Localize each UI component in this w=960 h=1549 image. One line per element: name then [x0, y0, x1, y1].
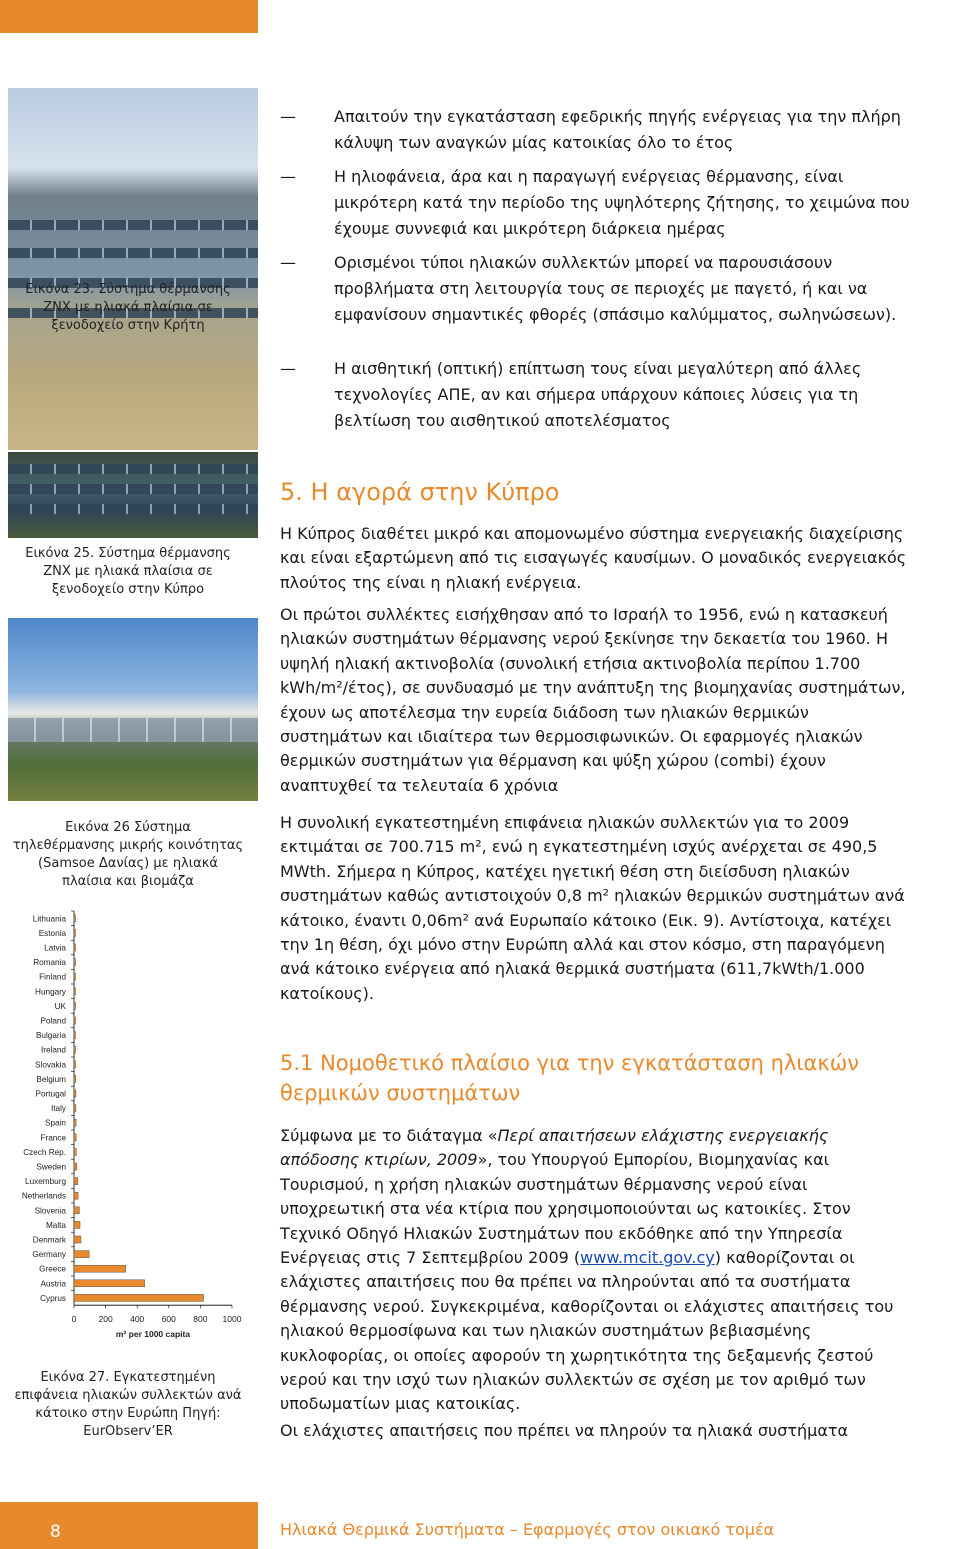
- chart-bar: [74, 973, 76, 980]
- caption-figure-25: Εικόνα 25. Σύστημα θέρμανσης ΖΝΧ με ηλιακά πλαίσια σε ξενοδοχείο στην Κύπρο: [12, 545, 244, 599]
- chart-category-label: France: [40, 1133, 66, 1143]
- chart-category-label: Romania: [33, 958, 66, 968]
- chart-category-label: Portugal: [35, 1089, 66, 1099]
- chart-bar: [74, 1032, 76, 1039]
- paragraph: Η συνολική εγκατεστημένη επιφάνεια ηλιακών συλλεκτών για το 2009 εκτιμάται σε 700.715 m², ενώ η εγκατεστημένη ισχύς ανέρχεται σε 490,5 MWth. Σήμερα η Κύπρος, κατέχει ηγετική θέση στη διείσδυση ηλιακών συστημάτων καθώς αντιστοιχούν 0,8 m² ηλιακών θερμικών συστημάτων ανά κάτοικο, έναντι 0,06m² ανά Ευρωπαίο κάτοικο (Εικ. 9). Αντίστοιχα, κατέχει την 1η θέση, όχι μόνο στην Ευρώπη αλλά και στον κόσμο, στη παραγόμενη ανά κάτοικο ενέργεια από ηλιακά θερμικά συστήματα (611,7kWth/1.000 κατοίκους).: [280, 813, 905, 1003]
- chart-category-label: Denmark: [32, 1235, 66, 1245]
- chart-bar: [74, 1119, 76, 1126]
- bullet-dash: —: [280, 359, 296, 378]
- paragraph-text: Σύμφωνα με το διάταγμα «: [280, 1126, 498, 1145]
- chart-bar: [74, 1105, 76, 1112]
- photo-hotel-crete: [8, 88, 258, 450]
- bullet-item: [280, 356, 912, 434]
- chart-bar: [74, 1017, 76, 1024]
- chart-x-tick-label: 400: [130, 1314, 145, 1325]
- bullet-text: Η ηλιοφάνεια, άρα και η παραγωγή ενέργειας θέρμανσης, είναι μικρότερη κατά την περίοδο της υψηλότερης ζήτησης, το χειμώνα που έχουμε συννεφιά και μικρότερη διάρκεια ημέρας: [334, 167, 910, 238]
- section-title-cyprus-market: 5. Η αγορά στην Κύπρο: [280, 478, 560, 506]
- chart-x-tick-label: 0: [71, 1314, 77, 1325]
- chart-bar: [74, 1236, 81, 1243]
- chart-bar: [74, 1280, 145, 1287]
- chart-bar: [74, 1251, 89, 1258]
- chart-x-tick-label: 800: [193, 1314, 208, 1325]
- bullet-dash: —: [280, 253, 296, 272]
- solar-collectors-per-capita-chart: [8, 905, 258, 1355]
- paragraph: [280, 1124, 912, 1417]
- chart-category-label: Poland: [40, 1016, 66, 1026]
- chart-x-tick-label: 200: [98, 1314, 113, 1325]
- paragraph-text: ) καθορίζονται οι ελάχιστες απαιτήσεις που θα πρέπει να πληρούνται από τα συστήματα θέρμανσης νερού. Συγκεκριμένα, καθορίζονται οι ελάχιστες απαιτήσεις του ηλιακού θερμοσίφωνα και των ηλιακών συστημάτων βεβιασμένης κυκλοφορίας, οι οποίες αφορούν τη χωρητικότητα της δεξαμενής ζεστού νερού και την ισχύ των ηλιακών συλλεκτών σε σχέση με τον αριθμό των υποδωματίων μιας κατοικίας.: [280, 1248, 894, 1414]
- chart-category-label: Malta: [45, 1220, 66, 1230]
- chart-bar: [74, 1221, 80, 1228]
- bullet-item: [280, 250, 912, 354]
- chart-category-label: Finland: [39, 972, 66, 982]
- paragraph: Η Κύπρος διαθέτει μικρό και απομονωμένο σύστημα ενεργειακής διαχείρισης και είναι εξαρτώμενη από τις εισαγωγές καυσίμων. Ο μοναδικός ενεργειακός πλούτος της είναι η ηλιακή ενέργεια.: [280, 524, 907, 592]
- chart-category-label: Sweden: [36, 1162, 66, 1172]
- bullet-item: [280, 104, 912, 156]
- chart-bar: [74, 1002, 76, 1009]
- page-number: 8: [50, 1522, 61, 1542]
- photo-hotel-cyprus: [8, 452, 258, 538]
- decree-title: Περί απαιτήσεων ελάχιστης ενεργειακής απόδοσης κτιρίων, 2009: [280, 1126, 829, 1170]
- chart-category-label: Greece: [39, 1264, 66, 1274]
- chart-bar: [74, 915, 76, 922]
- chart-bar: [74, 1046, 76, 1053]
- caption-figure-27: Εικόνα 27. Εγκατεστημένη επιφάνεια ηλιακών συλλεκτών ανά κάτοικο στην Ευρώπη Πηγή: EurObserv’ER: [12, 1369, 244, 1441]
- bullet-dash: —: [280, 107, 296, 126]
- photo-samsoe-district-heating: [8, 618, 258, 801]
- chart-category-label: Hungary: [35, 987, 66, 997]
- paragraph: Οι πρώτοι συλλέκτες εισήχθησαν από το Ισραήλ το 1956, ενώ η κατασκευή ηλιακών συστημάτων θέρμανσης νερού ξεκίνησε την δεκαετία του 1960. Η υψηλή ηλιακή ακτινοβολία (συνολική ετήσια ακτινοβολία περίπου 1.700 kWh/m²/έτος), σε συνδυασμό με την ανάπτυξη της βιομηχανίας συστημάτων, έχουν ως αποτέλεσμα την ευρεία διάδοση των ηλιακών θερμικών συστημάτων και ιδιαίτερα των θερμοσιφωνικών. Οι εφαρμογές ηλιακών θερμικών συστημάτων για θέρμανση και ψύξη χώρου (combi) έχουν αναπτυχθεί τα τελευταία 6 χρόνια: [280, 605, 906, 795]
- section-title-legal-framework: 5.1 Νομοθετικό πλαίσιο για την εγκατάσταση ηλιακών θερμικών συστημάτων: [280, 1051, 860, 1105]
- chart-category-label: Slovakia: [35, 1060, 66, 1070]
- bottom-accent-bar: [0, 1502, 258, 1549]
- bullet-dash: —: [280, 167, 296, 186]
- chart-category-label: Latvia: [44, 943, 66, 953]
- chart-bar: [74, 1075, 76, 1082]
- caption-figure-23: Εικόνα 23. Σύστημα θέρμανσης ΖΝΧ με ηλιακά πλαίσια σε ξενοδοχείο στην Κρήτη: [25, 282, 231, 333]
- chart-category-label: Italy: [50, 1104, 66, 1114]
- chart-bar: [74, 1148, 76, 1155]
- chart-category-label: UK: [54, 1001, 66, 1011]
- chart-category-label: Netherlands: [21, 1191, 66, 1201]
- chart-category-label: Austria: [40, 1279, 66, 1289]
- chart-x-tick-label: 600: [161, 1314, 176, 1325]
- chart-bar: [74, 988, 76, 995]
- bullet-text: Απαιτούν την εγκατάσταση εφεδρικής πηγής ενέργειας για την πλήρη κάλυψη των αναγκών μίας κατοικίας όλο το έτος: [334, 107, 901, 152]
- bullet-text: Ορισμένοι τύποι ηλιακών συλλεκτών μπορεί να παρουσιάσουν προβλήματα στη λειτουργία τους σε περιοχές με παγετό, ή και να εμφανίσουν σημαντικές φθορές (σπάσιμο καλύμματος, σωληνώσεων).: [334, 253, 897, 324]
- footer-title: Ηλιακά Θερμικά Συστήματα – Εφαρμογές στον οικιακό τομέα: [280, 1520, 775, 1539]
- chart-category-label: Cyprus: [40, 1293, 66, 1303]
- chart-category-label: Spain: [45, 1118, 66, 1128]
- mcit-link[interactable]: www.mcit.gov.cy: [580, 1248, 715, 1268]
- chart-category-label: Bulgaria: [35, 1031, 66, 1041]
- top-accent-bar: [0, 0, 258, 33]
- chart-category-label: Belgium: [36, 1074, 66, 1084]
- chart-bar: [74, 1163, 77, 1170]
- chart-category-label: Germany: [32, 1250, 66, 1260]
- caption-figure-26: Εικόνα 26 Σύστημα τηλεθέρμανσης μικρής κοινότητας (Samsoe Δανίας) με ηλιακά πλαίσια και βιομάζα: [12, 820, 244, 889]
- chart-bar: [74, 959, 76, 966]
- chart-bar: [74, 1294, 204, 1301]
- chart-bar: [74, 1265, 126, 1272]
- chart-bar: [74, 929, 76, 936]
- chart-category-label: Czech Rep.: [23, 1147, 66, 1157]
- chart-bar: [74, 1207, 79, 1214]
- chart-bar: [74, 944, 76, 951]
- bullet-item: [280, 164, 912, 242]
- chart-category-label: Slovenia: [34, 1206, 66, 1216]
- chart-category-label: Estonia: [38, 928, 66, 938]
- sidebar: [0, 0, 258, 1549]
- chart-x-tick-label: 1000: [222, 1314, 242, 1325]
- chart-category-label: Luxemburg: [25, 1177, 66, 1187]
- chart-bar: [74, 1134, 76, 1141]
- chart-x-axis-title: m² per 1000 capita: [115, 1329, 191, 1340]
- chart-bar: [74, 1090, 76, 1097]
- paragraph: Οι ελάχιστες απαιτήσεις που πρέπει να πληρούν τα ηλιακά συστήματα: [280, 1421, 849, 1440]
- chart-bar: [74, 1178, 78, 1185]
- chart-bar: [74, 1192, 78, 1199]
- chart-category-label: Lithuania: [32, 914, 66, 924]
- chart-bar: [74, 1061, 76, 1068]
- bullet-text: Η αισθητική (οπτική) επίπτωση τους είναι μεγαλύτερη από άλλες τεχνολογίες ΑΠΕ, αν και σήμερα υπάρχουν κάποιες λύσεις για τη βελτίωση του αισθητικού αποτελέσματος: [334, 359, 862, 430]
- chart-category-label: Ireland: [40, 1045, 66, 1055]
- paragraph-text: », του Υπουργού Εμπορίου, Βιομηχανίας και Τουρισμού, η χρήση ηλιακών συστημάτων θέρμανσης νερού είναι υποχρεωτική στα νέα κτίρια που χρησιμοποιούνται ως κατοικίες. Στον Τεχνικό Οδηγό Ηλιακών Συστημάτων που εκδόθηκε από την Υπηρεσία Ενέργειας στις 7 Σεπτεμβρίου 2009 (: [280, 1150, 851, 1268]
